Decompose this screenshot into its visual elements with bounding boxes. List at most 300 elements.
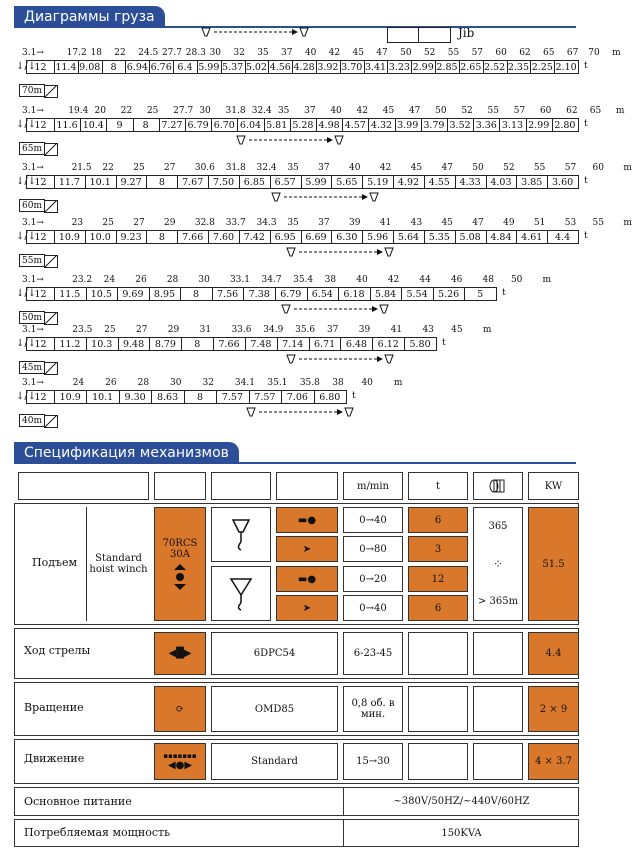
load-cell: 5 [464,287,497,301]
load-cell: 2.85 [435,60,460,74]
load-cell: 10.9 [54,230,86,244]
load-cell: 7.57 [216,390,249,404]
unit-label: t [584,231,588,241]
load-cell: 5.64 [393,230,425,244]
load-cell: 8 [133,118,160,132]
distance-label: 26 [105,378,117,388]
load-cell: 7.38 [243,287,276,301]
header-blank [276,472,338,500]
hoist-speed: 0→20 [343,566,403,592]
load-cell: 12 [26,390,55,404]
load-cell: 6.80 [314,390,347,404]
load-cell: 9 [106,118,133,132]
load-cell: 3.85 [516,175,548,189]
distance-label: 55 [447,48,460,58]
hoist-updown-icon [172,564,188,590]
header-blank [154,472,206,500]
load-cell: 7.56 [212,287,245,301]
hook-icon: ↓/↓ [16,119,37,130]
distance-label: 50 [400,48,412,58]
load-cell: 7.06 [281,390,314,404]
load-cell: 11.4 [54,60,79,74]
distance-label: 35.8 [299,378,320,388]
load-cell: 2.80 [552,118,579,132]
distance-label: 52 [461,106,473,116]
load-cell: 11.5 [54,287,87,301]
load-cell: 12 [26,287,55,301]
drum-icon [473,472,523,500]
distance-label: 53 [564,218,577,228]
load-cell: 3.36 [473,118,500,132]
load-cell: 6.69 [301,230,333,244]
load-cell: 8.95 [149,287,182,301]
double-fall-hook-icon [211,566,271,621]
distance-label: 57 [564,163,577,173]
distance-label: 25 [102,218,114,228]
consumption-label: Потребляемая мощность [24,826,171,839]
jib-symbol [387,27,451,43]
distance-label: 43 [422,325,434,335]
distance-label: 30 [209,48,222,58]
hook-icon: ↓/↓ [16,338,37,349]
distance-label: 30 [198,275,210,285]
load-cell: 7.60 [208,230,240,244]
distance-row [22,275,574,287]
distance-label: m [482,325,492,335]
distance-label: 37 [304,106,316,116]
load-cell: 10.3 [86,337,119,351]
distance-label: 22 [114,48,126,58]
trolley-range-arrow [200,26,310,40]
hoist-model [154,507,206,621]
load-cell: 3.79 [421,118,448,132]
load-cell: 4.4 [547,230,579,244]
distance-label: 57 [513,106,526,116]
unit-label: t [442,338,446,348]
load-cell: 2.35 [507,60,532,74]
distance-label: 47 [472,218,484,228]
load-cell: 10.5 [86,287,119,301]
distance-label: 3.1→ [22,275,44,285]
load-cell: 10.4 [80,118,107,132]
load-cell: 7.14 [277,337,310,351]
distance-label: 27 [133,218,145,228]
distance-label: m [612,48,621,58]
distance-label: 40 [361,378,373,388]
load-cell: 7.48 [245,337,278,351]
distance-label: 27.7 [173,106,194,116]
distance-label: 30 [199,106,211,116]
load-cell: 7.50 [208,175,240,189]
distance-label: 42 [328,48,341,58]
load-cell: 6.30 [331,230,363,244]
distance-label: 34.3 [256,218,277,228]
hoist-speed: 0→80 [343,536,403,562]
load-cell: 3.92 [316,60,341,74]
distance-label: 3.1→ [22,106,44,116]
distance-label: 28 [166,275,179,285]
load-cell: 5.19 [362,175,394,189]
header-load: t [408,472,468,500]
load-charts-title: Диаграммы груза [14,6,165,28]
distance-label: 20 [94,106,106,116]
distance-label: 3.1→ [22,378,44,388]
distance-label: 55 [592,218,604,228]
slewing-load [408,686,468,732]
trolley-speed: 6-23-45 [343,632,403,675]
distance-label: 44 [419,275,431,285]
load-cell: 5.02 [245,60,270,74]
distance-label: 32 [233,48,245,58]
rope-length [473,507,523,621]
distance-label: 33.6 [231,325,252,335]
hook-icon: ↓/↓ [16,231,37,242]
boom-length-label: 40m [19,414,45,427]
distance-label: 38 [332,378,344,388]
load-cell: 6.70 [211,118,238,132]
distance-label: 29 [164,218,176,228]
distance-label: m [623,163,632,173]
distance-label: 37 [326,325,339,335]
load-cell: 9.08 [78,60,103,74]
load-cell: 3.41 [364,60,389,74]
distance-label: 25 [104,325,116,335]
travel-load [408,743,468,780]
distance-label: 45 [441,218,453,228]
load-cell: 7.66 [177,230,209,244]
load-cell: 9.30 [119,390,152,404]
distance-label: 35.6 [295,325,316,335]
travel-model: Standard [211,743,338,780]
distance-label: 27.7 [161,48,182,58]
load-cell: 10.1 [85,175,117,189]
load-cell: 6.04 [237,118,264,132]
distance-label: 35 [277,106,290,116]
distance-label: 3.1→ [22,163,44,173]
load-cell: 5.37 [221,60,246,74]
distance-label: 19.4 [68,106,89,116]
distance-row [22,378,574,390]
boom-length-label: 50m [19,311,45,324]
load-cell: 2.25 [530,60,555,74]
distance-label: 35.4 [293,275,314,285]
distance-label: 47 [376,48,388,58]
load-cell: 6.71 [309,337,342,351]
trolley-range-arrow [235,134,345,148]
hoist-model-line1: 70RCS [162,538,198,549]
hook-icon: ↓/↓ [16,176,37,187]
load-cell: 6.85 [239,175,271,189]
hoist-load: 12 [408,566,468,592]
distance-label: 21.5 [71,163,92,173]
distance-label: 32.8 [194,218,215,228]
slewing-speed: 0,8 об. в мин. [343,686,403,732]
distance-label: 55 [487,106,499,116]
rope-length-top: 365 [488,520,508,532]
main-supply-label: Основное питание [24,795,132,808]
slewing-name: Вращение [24,701,84,714]
distance-label: 23.2 [72,275,93,285]
travel-icon: ▪▪▪▪▪▪▪ ◀●▶ [154,743,206,780]
load-cell: 12 [26,230,55,244]
distance-label: 45 [451,325,463,335]
distance-label: 40 [304,48,317,58]
distance-label: 41 [390,325,403,335]
load-cell: 2.99 [526,118,553,132]
distance-label: 51 [533,218,546,228]
distance-label: 42 [379,163,392,173]
load-cell: 8 [102,60,127,74]
load-cell: 8 [181,337,214,351]
specs-title: Спецификация механизмов [14,442,239,464]
trolley-range-arrow [270,191,380,205]
distance-label: 70 [588,48,600,58]
slewing-rope [473,686,523,732]
trolley-range-arrow [245,406,355,420]
distance-label: 34.1 [234,378,255,388]
load-cell: 5.84 [370,287,403,301]
hook-icon: ↓/↓ [16,288,37,299]
unit-label: t [352,391,356,401]
load-cell: 5.35 [424,230,456,244]
load-cell: 2.99 [411,60,436,74]
trolley-rope [473,632,523,675]
load-cell: 6.76 [149,60,174,74]
distance-label: 24 [103,275,116,285]
load-cell: 5.54 [401,287,434,301]
distance-label: 32.4 [251,106,272,116]
header-blank [211,472,271,500]
distance-label: 24.5 [138,48,159,58]
consumption-value: 150KVA [343,819,579,847]
main-supply-value: ~380V/50HZ/~440V/60HZ [343,787,579,816]
distance-label: 35.1 [267,378,288,388]
unit-label: t [584,176,588,186]
distance-label: 18 [90,48,102,58]
trolley-name: Ход стрелы [24,644,91,657]
header-speed: m/min [343,472,403,500]
load-cell: 5.26 [433,287,466,301]
distance-label: 47 [408,106,421,116]
single-fall-hook-icon [211,507,271,562]
load-cell: 4.56 [268,60,293,74]
distance-label: m [615,106,625,116]
load-cell: 11.2 [54,337,87,351]
distance-label: 37 [318,163,330,173]
load-cell: 12 [26,60,55,74]
boom-length-label: 65m [19,142,45,155]
distance-label: 60 [592,163,604,173]
distance-label: 50 [472,163,484,173]
distance-label: 24 [72,378,85,388]
trolley-power: 4.4 [528,632,579,675]
distance-label: 57 [471,48,484,58]
load-cell: 4.32 [368,118,395,132]
distance-label: 30.6 [194,163,215,173]
load-cell: 4.57 [342,118,369,132]
distance-label: 3.1→ [22,48,44,58]
distance-label: 42 [356,106,368,116]
distance-label: 35 [287,163,299,173]
load-cell: 2.52 [483,60,508,74]
header-blank [18,472,149,500]
load-cell: 5.65 [331,175,363,189]
distance-label: 52 [423,48,436,58]
distance-label: 60 [539,106,552,116]
load-cell: 5.80 [404,337,437,351]
load-cell: 6.57 [270,175,302,189]
slewing-power: 2 × 9 [528,686,579,732]
distance-label: 22 [102,163,114,173]
load-cell: 4.61 [516,230,548,244]
boom-length-label: 55m [19,254,45,267]
distance-label: 34.9 [263,325,284,335]
distance-label: 39 [348,218,361,228]
load-cell: 5.28 [290,118,317,132]
travel-speed: 15→30 [343,743,403,780]
hoist-load: 3 [408,536,468,562]
load-cell: 12 [26,118,55,132]
load-cell: 8.79 [150,337,183,351]
distance-label: 27 [135,325,148,335]
distance-label: 25 [133,163,145,173]
hoist-type: Standard hoist winch [86,507,150,621]
unit-label: t [584,119,588,129]
load-cell: 4.03 [486,175,518,189]
load-cell: 4.33 [455,175,487,189]
distance-label: 40 [348,163,361,173]
distance-label: 55 [533,163,546,173]
load-cell: 9.69 [117,287,150,301]
load-cell: 4.84 [486,230,518,244]
distance-label: 60 [495,48,507,58]
travel-power: 4 × 3.7 [528,743,579,780]
load-cell: 6.12 [372,337,405,351]
distance-label: 23 [71,218,84,228]
distance-label: 43 [410,218,423,228]
load-cell: 6.79 [275,287,308,301]
distance-label: 40 [356,275,368,285]
distance-label: 27 [164,163,176,173]
unit-label: t [502,288,506,298]
load-cell: 3.13 [499,118,526,132]
load-cell: 10.1 [86,390,119,404]
load-cell: 3.52 [447,118,474,132]
distance-label: m [623,218,632,228]
slow-speed-icon: ▬● [276,507,338,533]
distance-label: 22 [120,106,133,116]
trolley-icon: ◀█▶ [154,632,206,675]
load-cell: 3.23 [387,60,412,74]
distance-label: 30 [170,378,182,388]
unit-label: t [584,61,588,71]
distance-label: 37 [281,48,293,58]
distance-label: 25 [146,106,159,116]
distance-label: 32 [202,378,214,388]
distance-label: 33.1 [229,275,250,285]
distance-label: 41 [379,218,392,228]
distance-label: 50 [435,106,447,116]
hoist-load: 6 [408,595,468,621]
hoist-load: 6 [408,507,468,533]
distance-label: 37 [318,218,330,228]
load-cell: 5.99 [301,175,333,189]
hook-icon: ↓/↓ [16,61,37,72]
load-cell: 7.67 [177,175,209,189]
distance-label: 40 [330,106,342,116]
distance-label: 31.8 [225,106,246,116]
hoist-power: 51.5 [528,507,579,621]
load-cell: 9.23 [116,230,148,244]
distance-label: 48 [482,275,494,285]
trolley-model: 6DPC54 [211,632,338,675]
load-cell: 12 [26,175,55,189]
load-cell: 4.98 [316,118,343,132]
distance-label: m [542,275,552,285]
slewing-icon: ⟳ [154,686,206,732]
load-cell: 9.27 [116,175,148,189]
section-divider [14,462,576,464]
load-cell: 7.42 [239,230,271,244]
load-cell: 7.57 [249,390,282,404]
load-cell: 6.54 [307,287,340,301]
distance-label: 35 [257,48,269,58]
load-cell: 12 [26,337,55,351]
load-cell: 8.63 [151,390,184,404]
load-cell: 10.0 [85,230,117,244]
load-cell: 2.10 [554,60,579,74]
distance-label: 23.5 [72,325,93,335]
rope-reel-icon: ⁘ [492,556,504,571]
distance-row [22,325,574,337]
load-cell: 10.9 [54,390,87,404]
travel-name: Движение [24,752,85,765]
load-cell: 4.28 [292,60,317,74]
distance-label: 62 [519,48,531,58]
rope-length-bottom: > 365m [477,596,519,608]
distance-label: 28 [137,378,150,388]
hoist-name: Подъем [32,556,78,569]
distance-label: 29 [167,325,180,335]
distance-label: 34.7 [261,275,282,285]
distance-label: 49 [503,218,515,228]
distance-label: 67 [566,48,579,58]
distance-label: 65 [589,106,602,116]
load-cell: 7.66 [213,337,246,351]
distance-label: 45 [352,48,364,58]
distance-row [22,163,632,175]
load-cell: 7.27 [159,118,186,132]
load-cell: 5.08 [455,230,487,244]
load-cell: 8 [184,390,217,404]
load-cell: 5.81 [264,118,291,132]
load-cell: 6.79 [185,118,212,132]
distance-label: 46 [450,275,463,285]
boom-length-label: 45m [19,361,45,374]
load-cell: 5.99 [197,60,222,74]
distance-label: 33.7 [225,218,246,228]
load-cell: 6.94 [125,60,150,74]
load-cell: 8 [146,175,178,189]
distance-label: 3.1→ [22,218,44,228]
distance-label: 38 [324,275,337,285]
distance-row [22,48,621,60]
travel-rope [473,743,523,780]
load-cell: 2.65 [459,60,484,74]
distance-label: 26 [135,275,147,285]
load-cell: 6.4 [173,60,198,74]
load-cell: 3.99 [395,118,422,132]
